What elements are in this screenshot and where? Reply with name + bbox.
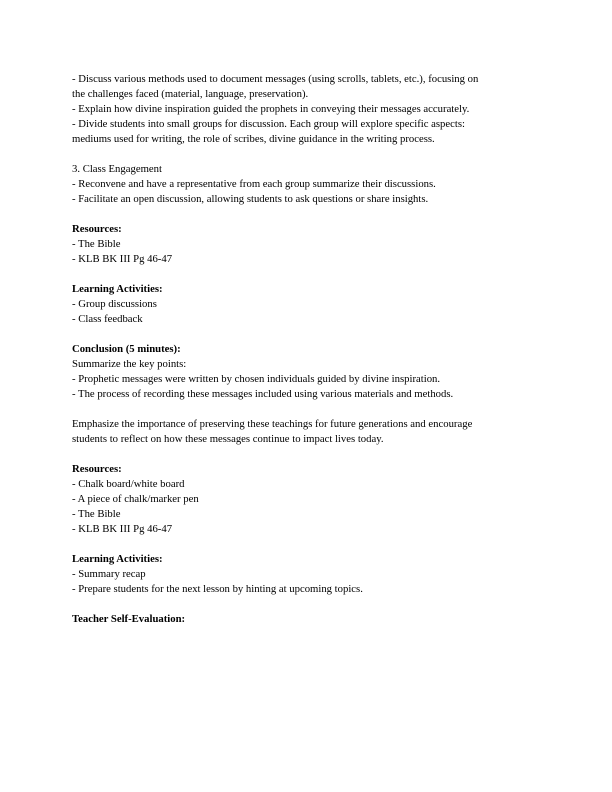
learning-activities-heading: Learning Activities: (72, 283, 163, 295)
learning-activity-item: - Class feedback (72, 313, 143, 325)
conclusion-item: - The process of recording these messages included using various materials and methods. (72, 388, 454, 400)
resource-item: - Chalk board/white board (72, 478, 185, 490)
class-engagement-heading: 3. Class Engagement (72, 163, 162, 175)
page-content (72, 72, 542, 627)
class-engagement-line: - Reconvene and have a representative from each group summarize their discussions. (72, 178, 436, 190)
conclusion-item: - Prophetic messages were written by chosen individuals guided by divine inspiration. (72, 373, 441, 385)
emphasis-line: students to reflect on how these messages continue to impact lives today. (72, 433, 384, 445)
conclusion-intro: Summarize the key points: (72, 358, 187, 370)
teacher-self-evaluation-heading: Teacher Self-Evaluation: (72, 613, 186, 625)
learning-activity-item: - Group discussions (72, 298, 157, 310)
conclusion-heading: Conclusion (5 minutes): (72, 343, 181, 355)
learning-activities-heading: Learning Activities: (72, 553, 163, 565)
emphasis-line: Emphasize the importance of preserving these teachings for future generations and encourage (72, 418, 473, 430)
learning-activity-item: - Summary recap (72, 568, 146, 580)
resources-heading: Resources: (72, 463, 122, 475)
intro-line: - Explain how divine inspiration guided the prophets in conveying their messages accurately. (72, 103, 470, 115)
resource-item: - KLB BK III Pg 46-47 (72, 523, 173, 535)
resources-heading: Resources: (72, 223, 122, 235)
intro-line: - Divide students into small groups for discussion. Each group will explore specific aspects: (72, 118, 465, 130)
intro-line: the challenges faced (material, language, preservation). (72, 88, 309, 100)
intro-line: mediums used for writing, the role of scribes, divine guidance in the writing process. (72, 133, 435, 145)
class-engagement-line: - Facilitate an open discussion, allowing students to ask questions or share insights. (72, 193, 429, 205)
resource-item: - The Bible (72, 508, 121, 520)
intro-line: - Discuss various methods used to document messages (using scrolls, tablets, etc.), focusing on (72, 73, 479, 85)
resource-item: - KLB BK III Pg 46-47 (72, 253, 173, 265)
resource-item: - The Bible (72, 238, 121, 250)
resource-item: - A piece of chalk/marker pen (72, 493, 199, 505)
learning-activity-item: - Prepare students for the next lesson by hinting at upcoming topics. (72, 583, 363, 595)
